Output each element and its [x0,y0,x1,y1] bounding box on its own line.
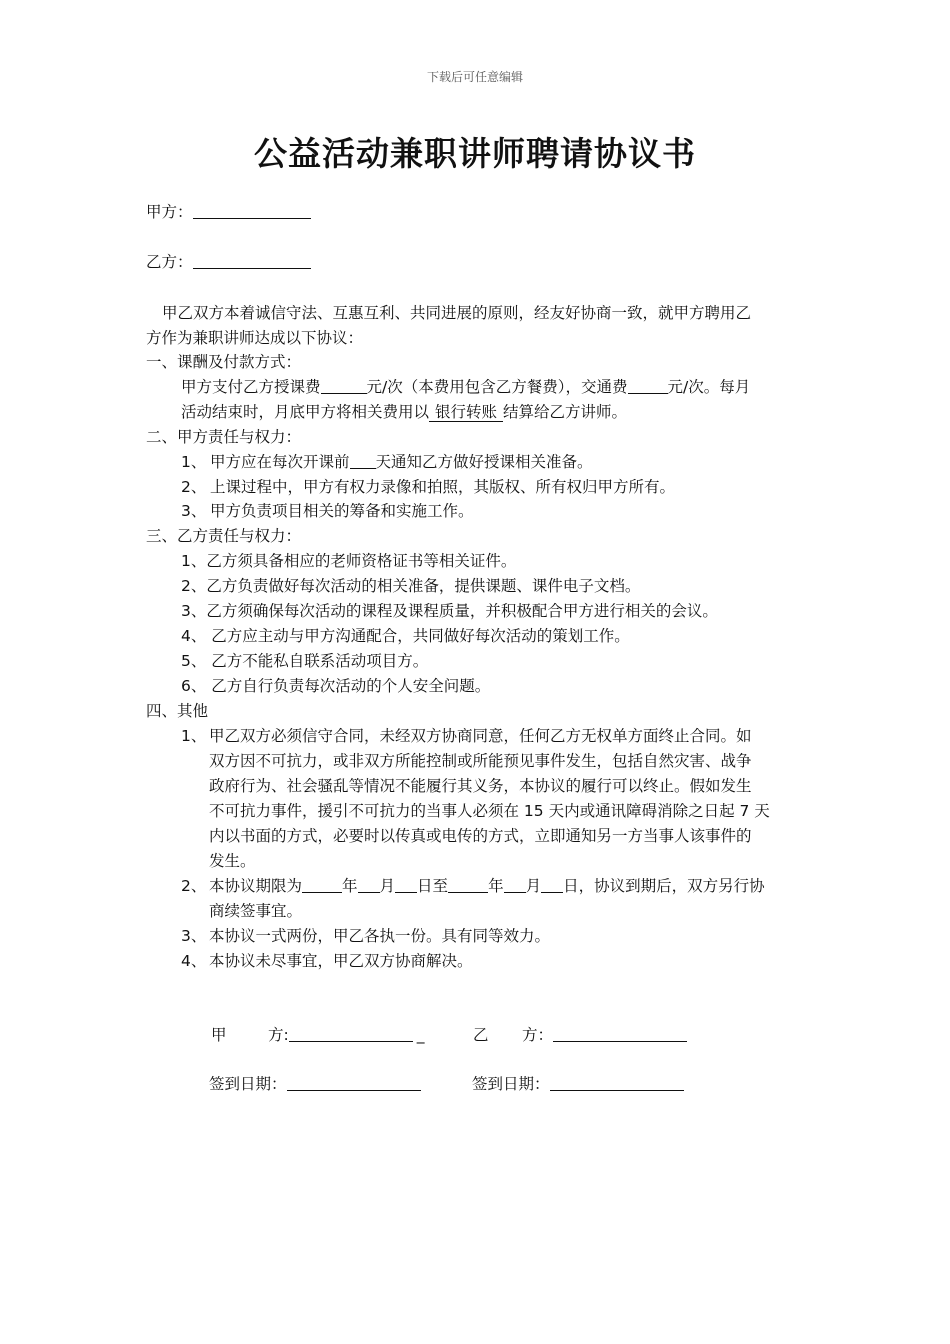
start-year-blank[interactable] [302,876,342,893]
section-3-item-1: 1、乙方须具备相应的老师资格证书等相关证件。 [181,552,517,570]
item-number: 1、 [181,453,207,471]
start-day-blank[interactable] [395,876,417,893]
section-4-heading: 四、其他 [146,702,209,720]
section-3-item-4: 4、 乙方应主动与甲方沟通配合，共同做好每次活动的策划工作。 [181,627,630,645]
section-4-item-1-line-2: 双方因不可抗力，或非双方所能控制或所能预见事件发生，包括自然灾害、战争 [209,752,752,770]
fee-text-a: 甲方支付乙方授课费 [181,378,321,396]
section-2-item-3 [181,501,474,521]
intro-line-1: 甲乙双方本着诚信守法、互惠互利、共同进展的原则，经友好协商一致，就甲方聘用乙 [162,304,752,322]
section-2-heading: 二、甲方责任与权力： [146,428,302,446]
sign-date-party-b [472,1074,684,1094]
item-text: 上课过程中，甲方有权力录像和拍照，其版权、所有权归甲方所有。 [210,478,676,496]
section-3-item-2: 2、乙方负责做好每次活动的相关准备，提供课题、课件电子文档。 [181,577,641,595]
transport-fee-blank[interactable] [628,377,668,394]
section-4-item-3: 本协议一式两份，甲乙各执一份。具有同等效力。 [209,927,551,945]
payment-text-c: 结算给乙方讲师。 [503,403,628,421]
header-note: 下载后可任意编辑 [426,70,523,84]
section-4-item-2-number: 2、 [181,877,207,895]
party-b-line [146,252,311,272]
fee-text-b: 元/次（本费用包含乙方餐费），交通费 [366,378,628,396]
section-4-item-4-number: 4、 [181,952,207,970]
section-3-heading: 三、乙方责任与权力： [146,527,302,545]
party-b-date-blank[interactable] [550,1074,684,1091]
item-text: 甲方负责项目相关的筹备和实施工作。 [210,502,474,520]
section-1-heading: 一、课酬及付款方式： [146,353,302,371]
month-label: 月 [379,877,396,895]
term-text: 本协议期限为 [209,877,303,895]
month-label: 月 [525,877,542,895]
end-month-blank[interactable] [504,876,526,893]
lecture-fee-blank[interactable] [321,377,367,394]
section-4-item-2-line-1 [209,876,765,896]
day-to-label: 日至 [417,877,449,895]
section-4-item-1-line-6: 发生。 [209,852,256,870]
fee-text-c: 元/次。每月 [667,378,751,396]
item-number: 3、 [181,502,207,520]
year-label: 年 [342,877,358,895]
end-year-blank[interactable] [448,876,488,893]
intro-line-2: 方作为兼职讲师达成以下协议： [146,329,364,347]
sign-date-party-a [209,1074,421,1094]
party-a-line [146,202,311,222]
item-text-b: 天通知乙方做好授课相关准备。 [375,453,593,471]
section-4-item-2-line-2: 商续签事宜。 [209,902,303,920]
year-label: 年 [488,877,504,895]
party-b-blank[interactable] [193,252,311,269]
notice-days-blank[interactable] [350,452,376,469]
party-a-label: 方: [268,1026,289,1044]
end-day-blank[interactable] [541,876,563,893]
party-a-signature-blank[interactable] [289,1025,413,1042]
section-3-item-6: 6、 乙方自行负责每次活动的个人安全问题。 [181,677,491,695]
section-4-item-1-line-3: 政府行为、社会骚乱等情况不能履行其义务，本协议的履行可以终止。假如发生 [209,777,752,795]
start-month-blank[interactable] [358,876,380,893]
payment-method: 银行转账 [429,403,503,422]
section-1-para-line-1 [181,377,750,397]
party-a-date-blank[interactable] [287,1074,421,1091]
trailing-underscore: _ [416,1026,425,1044]
section-4-item-4: 本协议未尽事宜，甲乙双方协商解决。 [209,952,473,970]
section-3-item-5: 5、 乙方不能私自联系活动项目方。 [181,652,429,670]
section-4-item-1-number: 1、 [181,727,207,745]
party-b-label: 方： [522,1026,554,1044]
party-a-char: 甲 [211,1026,227,1044]
item-number: 2、 [181,478,207,496]
section-4-item-1-line-4: 不可抗力事件，援引不可抗力的当事人必须在 15 天内或通讯障碍消除之日起 7 天 [209,802,770,820]
section-4-item-1-line-5: 内以书面的方式，必要时以传真或电传的方式，立即通知另一方当事人该事件的 [209,827,752,845]
signature-party-a [211,1025,424,1045]
section-4-item-1-line-1: 甲乙双方必须信守合同，未经双方协商同意，任何乙方无权单方面终止合同。如 [209,727,752,745]
document-title: 公益活动兼职讲师聘请协议书 [254,134,696,173]
party-b-label: 乙方： [146,253,193,271]
term-end-text: 日，协议到期后，双方另行协 [563,877,765,895]
section-1-para-line-2 [181,402,627,422]
section-3-item-3: 3、乙方须确保每次活动的课程及课程质量，并积极配合甲方进行相关的会议。 [181,602,718,620]
section-2-item-2 [181,477,675,497]
signature-party-b [473,1025,687,1045]
payment-text-a: 活动结束时，月底甲方将相关费用以 [181,403,430,421]
party-b-char: 乙 [473,1026,489,1044]
party-a-label: 甲方： [146,203,193,221]
item-text-a: 甲方应在每次开课前 [210,453,350,471]
party-b-signature-blank[interactable] [553,1025,687,1042]
date-label: 签到日期： [209,1075,287,1093]
section-2-item-1 [181,452,593,472]
date-label: 签到日期： [472,1075,550,1093]
party-a-blank[interactable] [193,202,311,219]
section-4-item-3-number: 3、 [181,927,207,945]
